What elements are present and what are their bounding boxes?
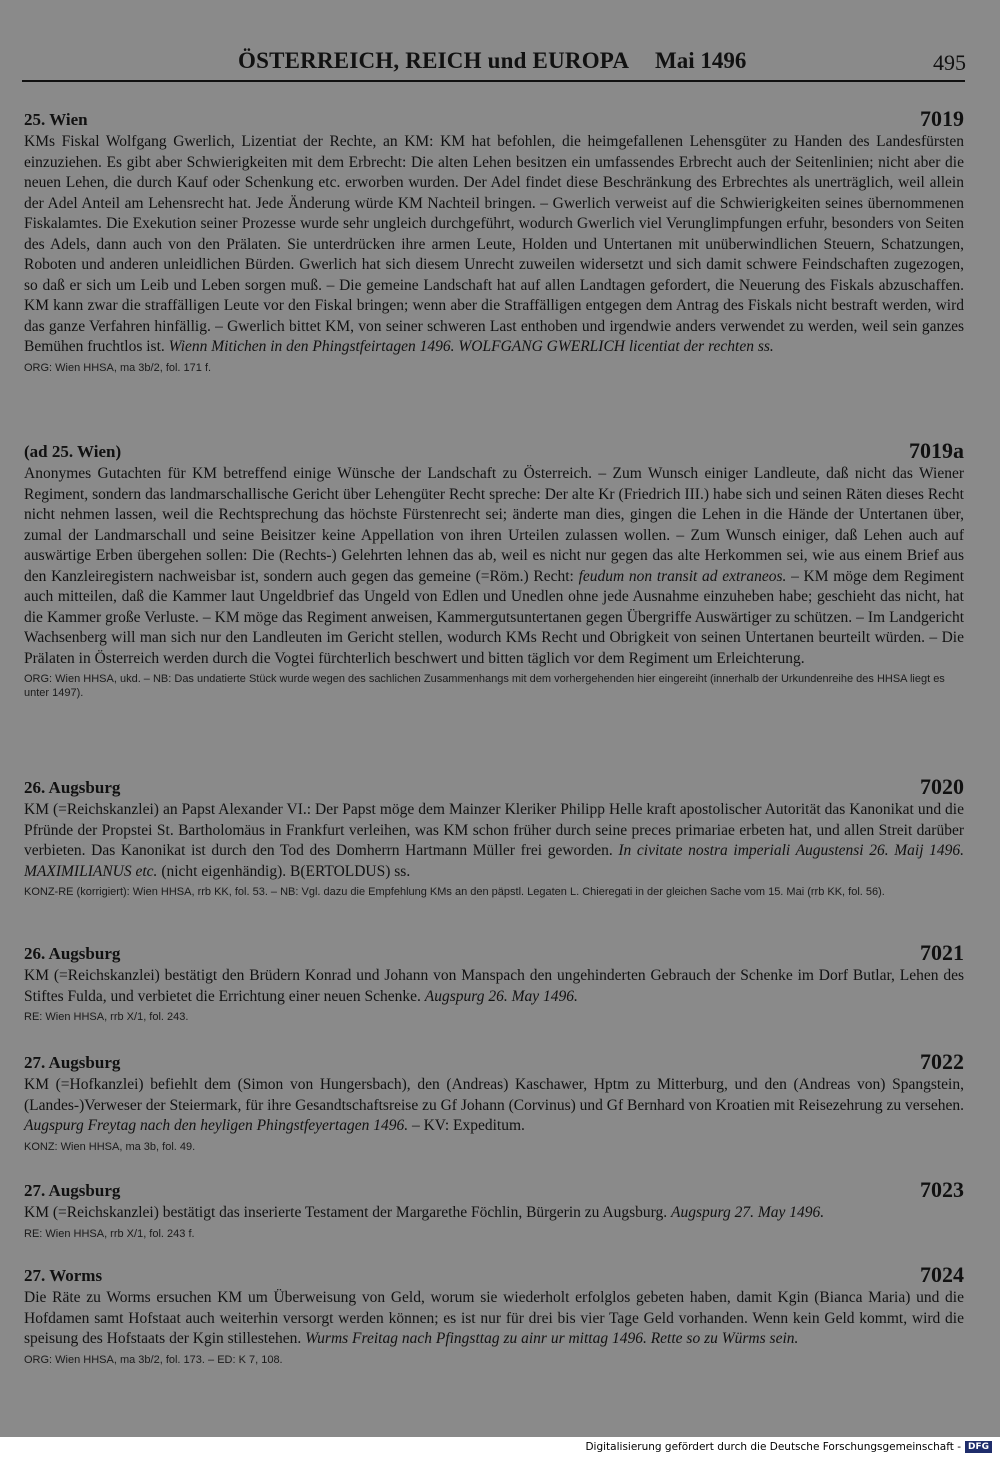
entry-source: ORG: Wien HHSA, ma 3b/2, fol. 173. – ED: K 7, 108.	[24, 1353, 283, 1366]
entry-source: ORG: Wien HHSA, ma 3b/2, fol. 171 f.	[24, 361, 212, 374]
entry-number: 7022	[920, 1049, 964, 1074]
entry-number: 7021	[920, 940, 964, 965]
entry-number: 7019a	[909, 438, 964, 463]
entry-number: 7023	[920, 1177, 964, 1202]
entry-text: KM (=Hofkanzlei) befiehlt dem (Simon von Hungersbach), den (Andreas) Kaschawer, Hptm zu Mitterburg, und den (Andreas von) Spangstein, (Landes-)Verweser der Steiermark, für ihre Gesandtschaftsreise zu Gf Johann (Corvinus) und Gf Bernhard von Kroatien mit Reisezehrung zu versehen. Augspurg Freytag nach den heyligen Phingstfeyertagen 1496. – KV: Expeditum.	[24, 1076, 965, 1134]
entry-place: 27. Worms	[24, 1266, 103, 1285]
running-head-title: ÖSTERREICH, REICH und EUROPA	[238, 48, 630, 73]
entry-7019	[24, 106, 964, 375]
entry-text: KM (=Reichskanzlei) an Papst Alexander VI.: Der Papst möge dem Mainzer Kleriker Philipp Helle kraft apostolischer Autorität das Kanonikat und die Pfründe der Propstei St. Bartholomäus in Frankfurt verleihen, was KM schon früher durch seine preces primariae erbeten hat, und allen Streit darüber verbieten. Das Kanonikat ist durch den Tod des Domherrn Hartmann Müller frei geworden. In civitate nostra imperiali Augustensi 26. Maij 1496. MAXIMILIANUS etc. (nicht eigenhändig). B(ERTOLDUS) ss.	[24, 801, 965, 880]
entry-7019a	[24, 438, 964, 700]
entry-text: KM (=Reichskanzlei) bestätigt das inserierte Testament der Margarethe Föchlin, Bürgerin zu Augsburg. Augspurg 27. May 1496.	[24, 1204, 825, 1221]
entry-source: KONZ: Wien HHSA, ma 3b, fol. 49.	[24, 1140, 196, 1153]
entry-place: 25. Wien	[24, 110, 88, 129]
running-head	[0, 48, 1000, 82]
entry-7021	[24, 940, 964, 1024]
dfg-logo: DFG	[965, 1441, 992, 1453]
entry-number: 7024	[920, 1262, 964, 1287]
footer-text: Digitalisierung gefördert durch die Deutsche Forschungsgemeinschaft -	[585, 1441, 961, 1453]
entry-text: Anonymes Gutachten für KM betreffend einige Wünsche der Landschaft zu Österreich. – Zum Wunsch einiger Landleute, daß nicht das Wiener Regiment, sondern das landmarschallische Gericht über Lehengüter Recht spreche: Der alte Kr (Friedrich III.) habe sich und seinen Räten dieses Recht nicht nehmen lassen, weil die Rechtsprechung das höchste Fürstenrecht sei; änderte man dies, gingen die Lehen in die Hände der Untertanen über, zumal der Landmarschall und seine Beisitzer keine Appellation von ihren Urteilen zulassen wollen. – Zum Wunsch einiger, daß Lehen auch auf auswärtige Erben übergehen sollen: Die (Rechts-) Gelehrten lehnen das ab, weil es nicht nur gegen das alte Herkommen sei, wie aus einem Brief aus den Kanzleiregistern nachweisbar ist, sondern auch gegen das gemeine (=Röm.) Recht: feudum non transit ad extraneos. – KM möge dem Regiment auch mitteilen, daß die Kammer laut Ungeldbrief das Ungeld von Edlen und Unedlen ohne jede Ausnahme einzuheben habe; geschieht das nicht, hat die Kammer große Verluste. – KM möge das Regiment anweisen, Kammergutsuntertanen gegen Übergriffe Auswärtiger zu schützen. – Im Landgericht Wachsenberg will man sich nur den Landleuten im Gericht stellen, wodurch KMs Recht und Obrigkeit von seinen Untertanen beurteilt würden. – Die Prälaten in Österreich werden durch die Vogtei fürchterlich beschwert und bitten täglich vor dem Regiment um Erleichterung.	[24, 465, 964, 667]
digitization-footer	[585, 1440, 992, 1454]
entry-place: 26. Augsburg	[24, 944, 121, 963]
entry-7024	[24, 1262, 964, 1367]
entry-number: 7020	[920, 774, 964, 799]
entry-text: KM (=Reichskanzlei) bestätigt den Brüdern Konrad und Johann von Manspach den ungehinderten Gebrauch der Schenke im Dorf Butlar, Lehen des Stiftes Fulda, und verbietet die Errichtung einer neuen Schenke. Augspurg 26. May 1496.	[24, 967, 964, 1005]
header-rule	[22, 80, 965, 82]
entry-text: KMs Fiskal Wolfgang Gwerlich, Lizentiat der Rechte, an KM: KM hat befohlen, die heimgefallenen Lehensgüter zu Handen des Landesfürsten einzuziehen. Es gibt aber Schwierigkeiten mit dem Erbrecht: Die alten Lehen besitzen ein umfassendes Erbrecht auch der Seitenlinien; nicht aber die neuen Lehen, die durch Kauf oder Schenkung etc. erworben wurden. Der Adel findet diese Beschränkung des Erbrechtes als unerträglich, weil allein der Adel Anteil am Lehensrecht hat. Jede Änderung würde KM Nachteil bringen. – Gwerlich verweist auf die Schwierigkeiten seines übernommenen Fiskalamtes. Die Exekution seiner Prozesse wurde sehr ungleich durchgeführt, wodurch Gwerlich viel Verunglimpfungen erfuhr, besonders von Seiten des Adels, dann auch von den Prälaten. Sie unterdrücken ihre armen Leute, Holden und Untertanen mit unüberwindlichen Steuern, Schatzungen, Roboten und anderen unleidlichen Bürden. Gwerlich hat sich diesem Unrecht zuweilen widersetzt und sich damit schwere Feindschaften zugezogen, so daß er sich um Leib und Leben sorgen muß. – Die gemeine Landschaft hat auf allen Landtagen gefordert, die Neuerung des Fiskals abzuschaffen. KM kann zwar die straffälligen Leute vor den Fiskal bringen; wenn aber die Straffälligen entgegen dem Antrag des Fiskals nicht bestraft werden, wird das ganze Verfahren hinfällig. – Gwerlich bittet KM, von seiner schweren Last enthoben und irgendwie anders verwendet zu werden, weil sein ganzes Bemühen fruchtlos ist. Wienn Mitichen in den Phingstfeirtagen 1496. WOLFGANG GWERLICH licentiat der rechten ss.	[24, 133, 964, 355]
entry-place: 27. Augsburg	[24, 1053, 121, 1072]
entry-source: KONZ-RE (korrigiert): Wien HHSA, rrb KK, fol. 53. – NB: Vgl. dazu die Empfehlung KMs an den päpstl. Legaten L. Chieregati in der gleichen Sache vom 15. Mai (rrb KK, fol. 56).	[24, 886, 885, 898]
entry-source: RE: Wien HHSA, rrb X/1, fol. 243.	[24, 1011, 189, 1023]
entry-7023	[24, 1177, 964, 1241]
page-number: 495	[933, 50, 966, 75]
entry-7020	[24, 774, 965, 899]
entry-place: (ad 25. Wien)	[24, 442, 122, 461]
entry-place: 26. Augsburg	[24, 778, 121, 797]
entry-place: 27. Augsburg	[24, 1181, 121, 1200]
entry-source: RE: Wien HHSA, rrb X/1, fol. 243 f.	[24, 1227, 195, 1240]
running-head-date: Mai 1496	[655, 48, 747, 73]
entry-source: ORG: Wien HHSA, ukd. – NB: Das undatierte Stück wurde wegen des sachlichen Zusammenhangs mit dem vorhergehenden hier eingereiht (innerhalb der Urkundenreihe des HHSA liegt es unter 1497).	[24, 673, 945, 699]
entry-number: 7019	[920, 106, 964, 131]
entry-7022	[24, 1049, 965, 1154]
entry-text: Die Räte zu Worms ersuchen KM um Überweisung von Geld, worum sie wiederholt erfolglos gebeten haben, damit Kgin (Bianca Maria) und die Hofdamen samt Hofstaat auch weiterhin versorgt werden können; es ist nur für drei bis vier Tage Geld vorhanden. Wenn kein Geld kommt, wird die speisung des Hofstaats der Kgin stillestehen. Wurms Freitag nach Pfingsttag zu ainr ur mittag 1496. Rette so zu Würms sein.	[24, 1289, 964, 1347]
